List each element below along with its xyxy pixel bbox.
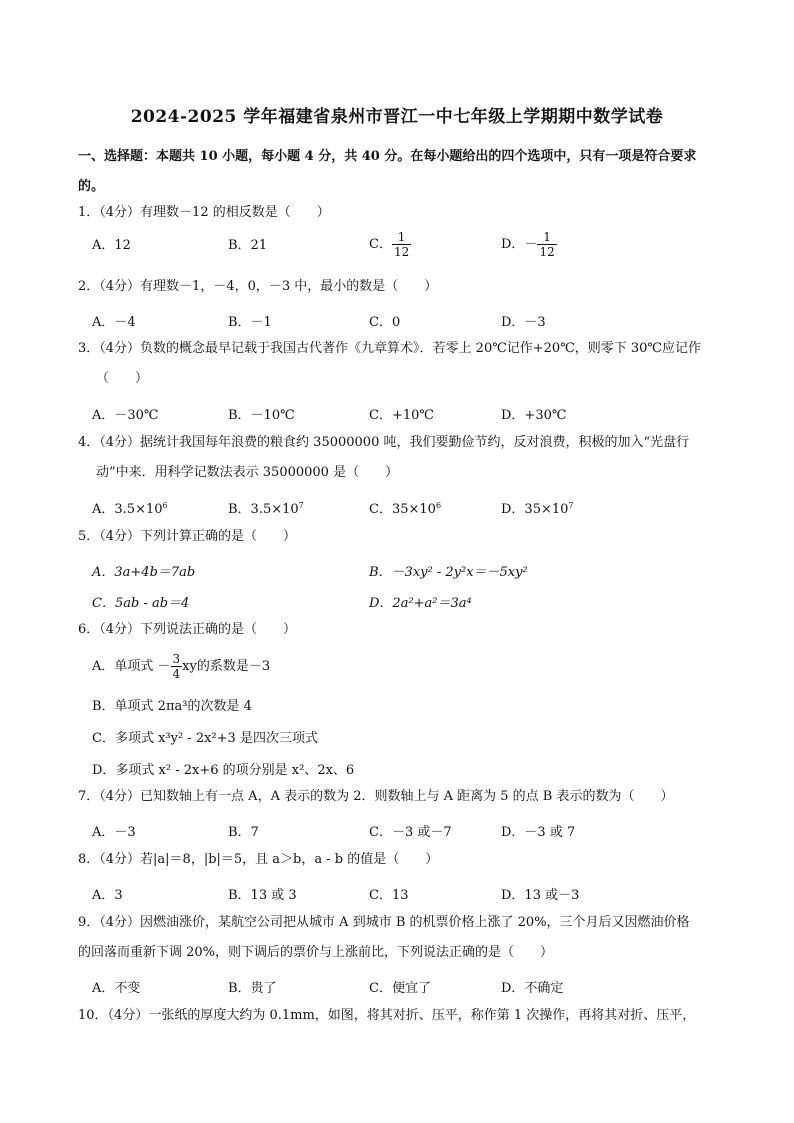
- question-4-options: [92, 498, 712, 522]
- question-5-text: 5．（4分）下列计算正确的是（ ）: [78, 529, 297, 544]
- option-b[interactable]: [228, 498, 304, 517]
- question-6-text: 6．（4分）下列说法正确的是（ ）: [78, 622, 297, 637]
- option-d[interactable]: D．13 或－3: [501, 888, 580, 903]
- option-a[interactable]: A．12: [92, 238, 131, 253]
- question-2: [78, 272, 728, 302]
- option-text: B．3.5×10: [228, 502, 299, 517]
- option-b[interactable]: B．21: [228, 238, 268, 253]
- question-5-options-row2: [92, 592, 712, 616]
- question-4-text-cont: 动”中来．用科学记数法表示 35000000 是（ ）: [96, 465, 399, 480]
- exponent: 7: [568, 501, 574, 510]
- question-9: [78, 908, 728, 968]
- option-text: A．单项式 －: [92, 659, 171, 674]
- option-c-label: C．: [369, 237, 392, 252]
- question-9-options: [92, 977, 712, 1001]
- minus-sign: －: [524, 237, 538, 252]
- option-d[interactable]: [501, 230, 557, 259]
- question-6: [78, 615, 728, 645]
- option-d[interactable]: D．－3 或 7: [501, 825, 576, 840]
- fraction: [537, 230, 556, 259]
- question-2-text: 2．（4分）有理数－1，－4，0，－3 中，最小的数是（ ）: [78, 279, 438, 294]
- question-8-options: [92, 884, 712, 908]
- question-9-text: 9．（4分）因燃油涨价，某航空公司把从城市 A 到城市 B 的机票价格上涨了 20%，三个月后又因燃油价格: [78, 915, 690, 930]
- option-b[interactable]: B．－3xy² - 2y²x＝－5xy²: [369, 565, 528, 580]
- option-c[interactable]: [369, 498, 441, 517]
- fraction-numerator: 1: [397, 230, 406, 244]
- option-text: D．35×10: [501, 502, 569, 517]
- option-c[interactable]: C．5ab - ab＝4: [92, 596, 190, 611]
- option-c[interactable]: [369, 230, 411, 259]
- fraction-denominator: 4: [172, 667, 181, 681]
- question-6-option-c[interactable]: C．多项式 x³y² - 2x²+3 是四次三项式: [92, 731, 318, 746]
- option-text: C．35×10: [369, 502, 436, 517]
- option-a[interactable]: [92, 498, 168, 517]
- fraction: [392, 230, 411, 259]
- option-d[interactable]: D．不确定: [501, 981, 564, 996]
- option-a[interactable]: A．－30℃: [92, 408, 159, 423]
- question-3: [78, 334, 728, 394]
- question-5: [78, 522, 728, 552]
- question-1: [78, 198, 728, 228]
- fraction: [171, 652, 183, 681]
- option-c[interactable]: C．便宜了: [369, 981, 431, 996]
- question-7-text: 7．（4分）已知数轴上有一点 A，A 表示的数为 2．则数轴上与 A 距离为 5 的点 B 表示的数为（ ）: [78, 789, 674, 804]
- option-d[interactable]: D．－3: [501, 315, 546, 330]
- option-c[interactable]: C．0: [369, 315, 401, 330]
- question-9-text-cont: 的回落而重新下调 20%，则下调后的票价与上涨前比，下列说法正确的是（ ）: [78, 945, 554, 960]
- fraction-numerator: 3: [172, 652, 181, 666]
- page-title: 2024-2025 学年福建省泉州市晋江一中七年级上学期期中数学试卷: [130, 107, 664, 127]
- question-1-text: 1．（4分）有理数－12 的相反数是（ ）: [78, 205, 330, 220]
- question-8-text: 8．（4分）若|a|＝8，|b|＝5，且 a＞b，a - b 的值是（ ）: [78, 852, 439, 867]
- option-d[interactable]: [501, 498, 574, 517]
- question-3-text-cont: （ ）: [96, 371, 149, 386]
- option-a[interactable]: A．不变: [92, 981, 141, 996]
- option-a[interactable]: A．3a+4b＝7ab: [92, 565, 196, 580]
- exponent: 6: [435, 501, 442, 510]
- option-text: xy的系数是－3: [182, 659, 271, 674]
- question-4-text: 4．（4分）据统计我国每年浪费的粮食约 35000000 吨，我们要勤俭节约，反对浪费，积极的加入“光盘行: [78, 435, 690, 450]
- option-c[interactable]: C．－3 或－7: [369, 825, 452, 840]
- fraction-numerator: 1: [543, 230, 551, 244]
- option-b[interactable]: B．－10℃: [228, 408, 295, 423]
- question-10-text: 10．（4分）一张纸的厚度大约为 0.1mm，如图，将其对折、压平，称作第 1 次操作，再将其对折、压平，: [78, 1008, 696, 1023]
- option-a[interactable]: A．－3: [92, 825, 136, 840]
- option-d-label: D．: [501, 237, 525, 252]
- option-b[interactable]: B．13 或 3: [228, 888, 297, 903]
- question-4: [78, 428, 728, 488]
- question-1-options: [92, 230, 712, 259]
- option-b[interactable]: B．－1: [228, 315, 272, 330]
- question-6-option-b[interactable]: B．单项式 2πa³的次数是 4: [92, 699, 252, 714]
- exponent: 6: [162, 501, 168, 510]
- question-6-option-a[interactable]: [92, 652, 270, 681]
- question-2-options: [92, 311, 712, 335]
- option-b[interactable]: B．贵了: [228, 981, 277, 996]
- option-b[interactable]: B．7: [228, 825, 259, 840]
- section-heading: [78, 142, 728, 202]
- question-10: [78, 1001, 728, 1031]
- section-heading-line2: 的。: [78, 179, 105, 194]
- option-a[interactable]: A．－4: [92, 315, 136, 330]
- question-7: [78, 782, 728, 812]
- question-3-text: 3．（4分）负数的概念最早记载于我国古代著作《九章算术》．若零上 20℃记作+20℃，则零下 30℃应记作: [78, 341, 701, 356]
- option-a[interactable]: A．3: [92, 888, 123, 903]
- section-heading-line1: 一、选择题：本题共 10 小题，每小题 4 分，共 40 分。在每小题给出的四个选项中，只有一项是符合要求: [78, 149, 697, 164]
- question-6-option-d[interactable]: D．多项式 x² - 2x+6 的项分别是 x²、2x、6: [92, 763, 355, 778]
- exponent: 7: [298, 501, 304, 510]
- option-d[interactable]: D．2a²+a²＝3a⁴: [369, 596, 472, 611]
- option-text: A．3.5×10: [92, 502, 163, 517]
- fraction-denominator: 12: [539, 245, 555, 259]
- fraction-denominator: 12: [393, 245, 410, 259]
- question-5-options-row1: [92, 561, 712, 585]
- question-3-options: [92, 404, 712, 428]
- question-7-options: [92, 821, 712, 845]
- option-d[interactable]: D．+30℃: [501, 408, 567, 423]
- option-c[interactable]: C．13: [369, 888, 409, 903]
- option-c[interactable]: C．+10℃: [369, 408, 434, 423]
- question-8: [78, 845, 728, 875]
